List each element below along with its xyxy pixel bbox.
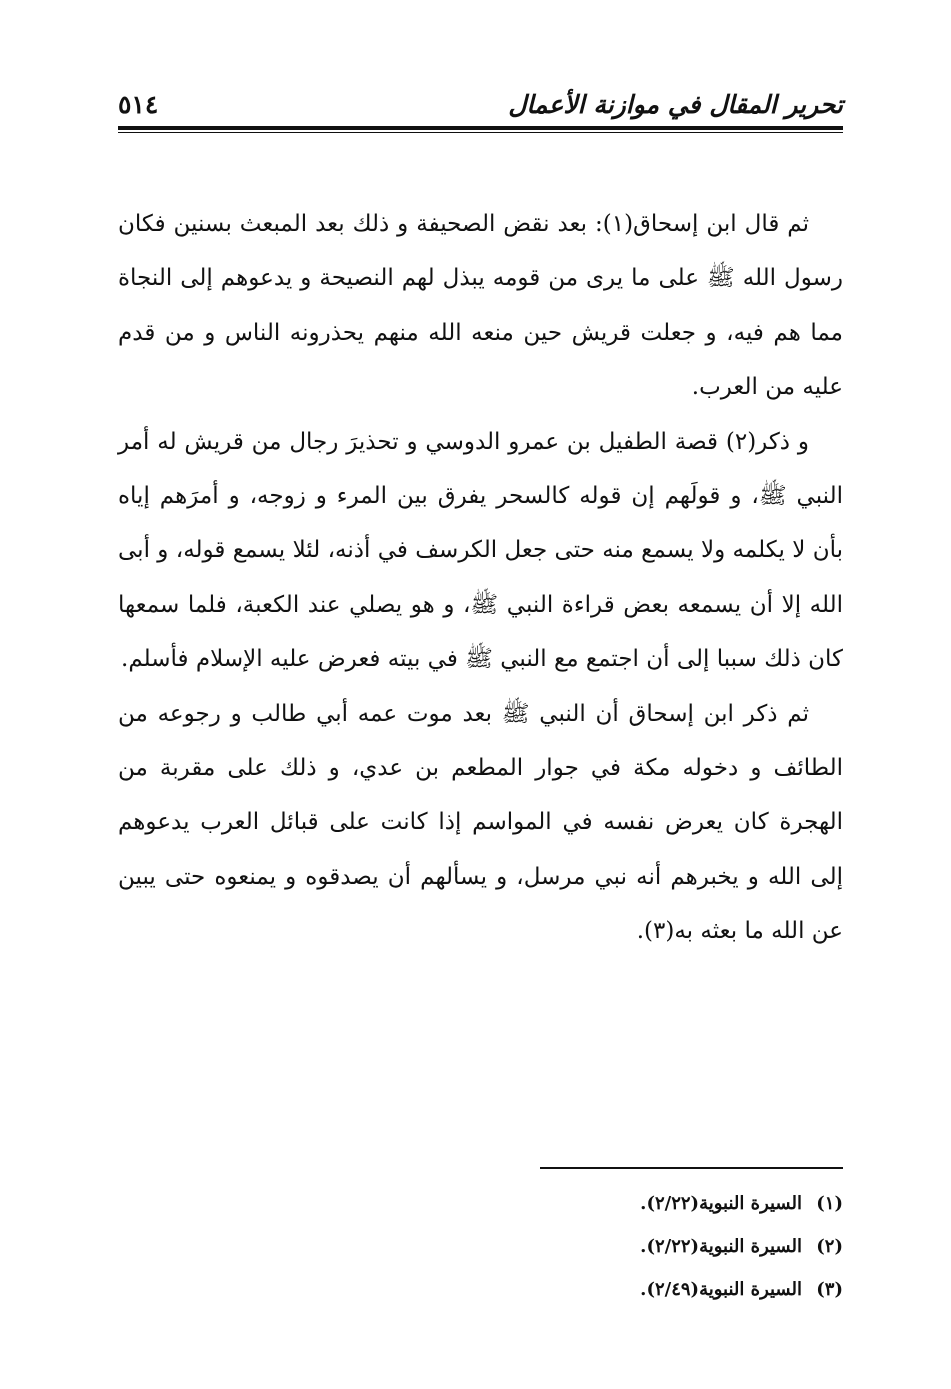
footnote-number: (٢) (816, 1236, 843, 1257)
footnote-number: (٣) (816, 1279, 843, 1300)
footnote-separator (540, 1167, 843, 1169)
footnote-3 (118, 1268, 843, 1311)
book-title: تحرير المقال في موازنة الأعمال (508, 90, 843, 119)
header-rule-thin (118, 132, 843, 133)
footnote-text: السيرة النبوية(٢/٢٢). (640, 1236, 802, 1257)
running-header (118, 88, 843, 128)
paragraph-1: ثم قال ابن إسحاق(١): بعد نقض الصحيفة و ذلك بعد المبعث بسنين فكان رسول الله ﷺ على ما يرى من قومه يبذل لهم النصيحة و يدعوهم إلى النجاة مما هم فيه، و جعلت قريش حين منعه الله منهم يحذرونه الناس و من قدم عليه من العرب. (118, 211, 843, 401)
footnote-1 (118, 1182, 843, 1225)
paragraph-2: و ذكر(٢) قصة الطفيل بن عمرو الدوسي و تحذيرَ رجال من قريش له أمر النبي ﷺ، و قولَهم إن قوله كالسحر يفرق بين المرء و زوجه، و أمرَهم إياه بأن لا يكلمه ولا يسمع منه حتى جعل الكرسف في أذنه، لئلا يسمع قوله، و أبى الله إلا أن يسمعه بعض قراءة النبي ﷺ، و هو يصلي عند الكعبة، فلما سمعها كان ذلك سببا إلى أن اجتمع مع النبي ﷺ في بيته فعرض عليه الإسلام فأسلم. (118, 428, 843, 673)
footnote-number: (١) (816, 1193, 843, 1214)
footnotes (118, 1182, 843, 1311)
main-text (118, 197, 843, 959)
page-number: ٥١٤ (118, 90, 159, 119)
paragraph-3: ثم ذكر ابن إسحاق أن النبي ﷺ بعد موت عمه أبي طالب و رجوعه من الطائف و دخوله مكة في جوار المطعم بن عدي، و ذلك على مقربة من الهجرة كان يعرض نفسه في المواسم إذا كانت على قبائل العرب يدعوهم إلى الله و يخبرهم أنه نبي مرسل، و يسألهم أن يصدقوه و يمنعوه حتى يبين عن الله ما بعثه به(٣). (118, 700, 843, 945)
footnote-text: السيرة النبوية(٢/٢٢). (640, 1193, 802, 1214)
footnote-2 (118, 1225, 843, 1268)
footnote-text: السيرة النبوية(٢/٤٩). (640, 1279, 802, 1300)
header-rule-thick (118, 126, 843, 130)
